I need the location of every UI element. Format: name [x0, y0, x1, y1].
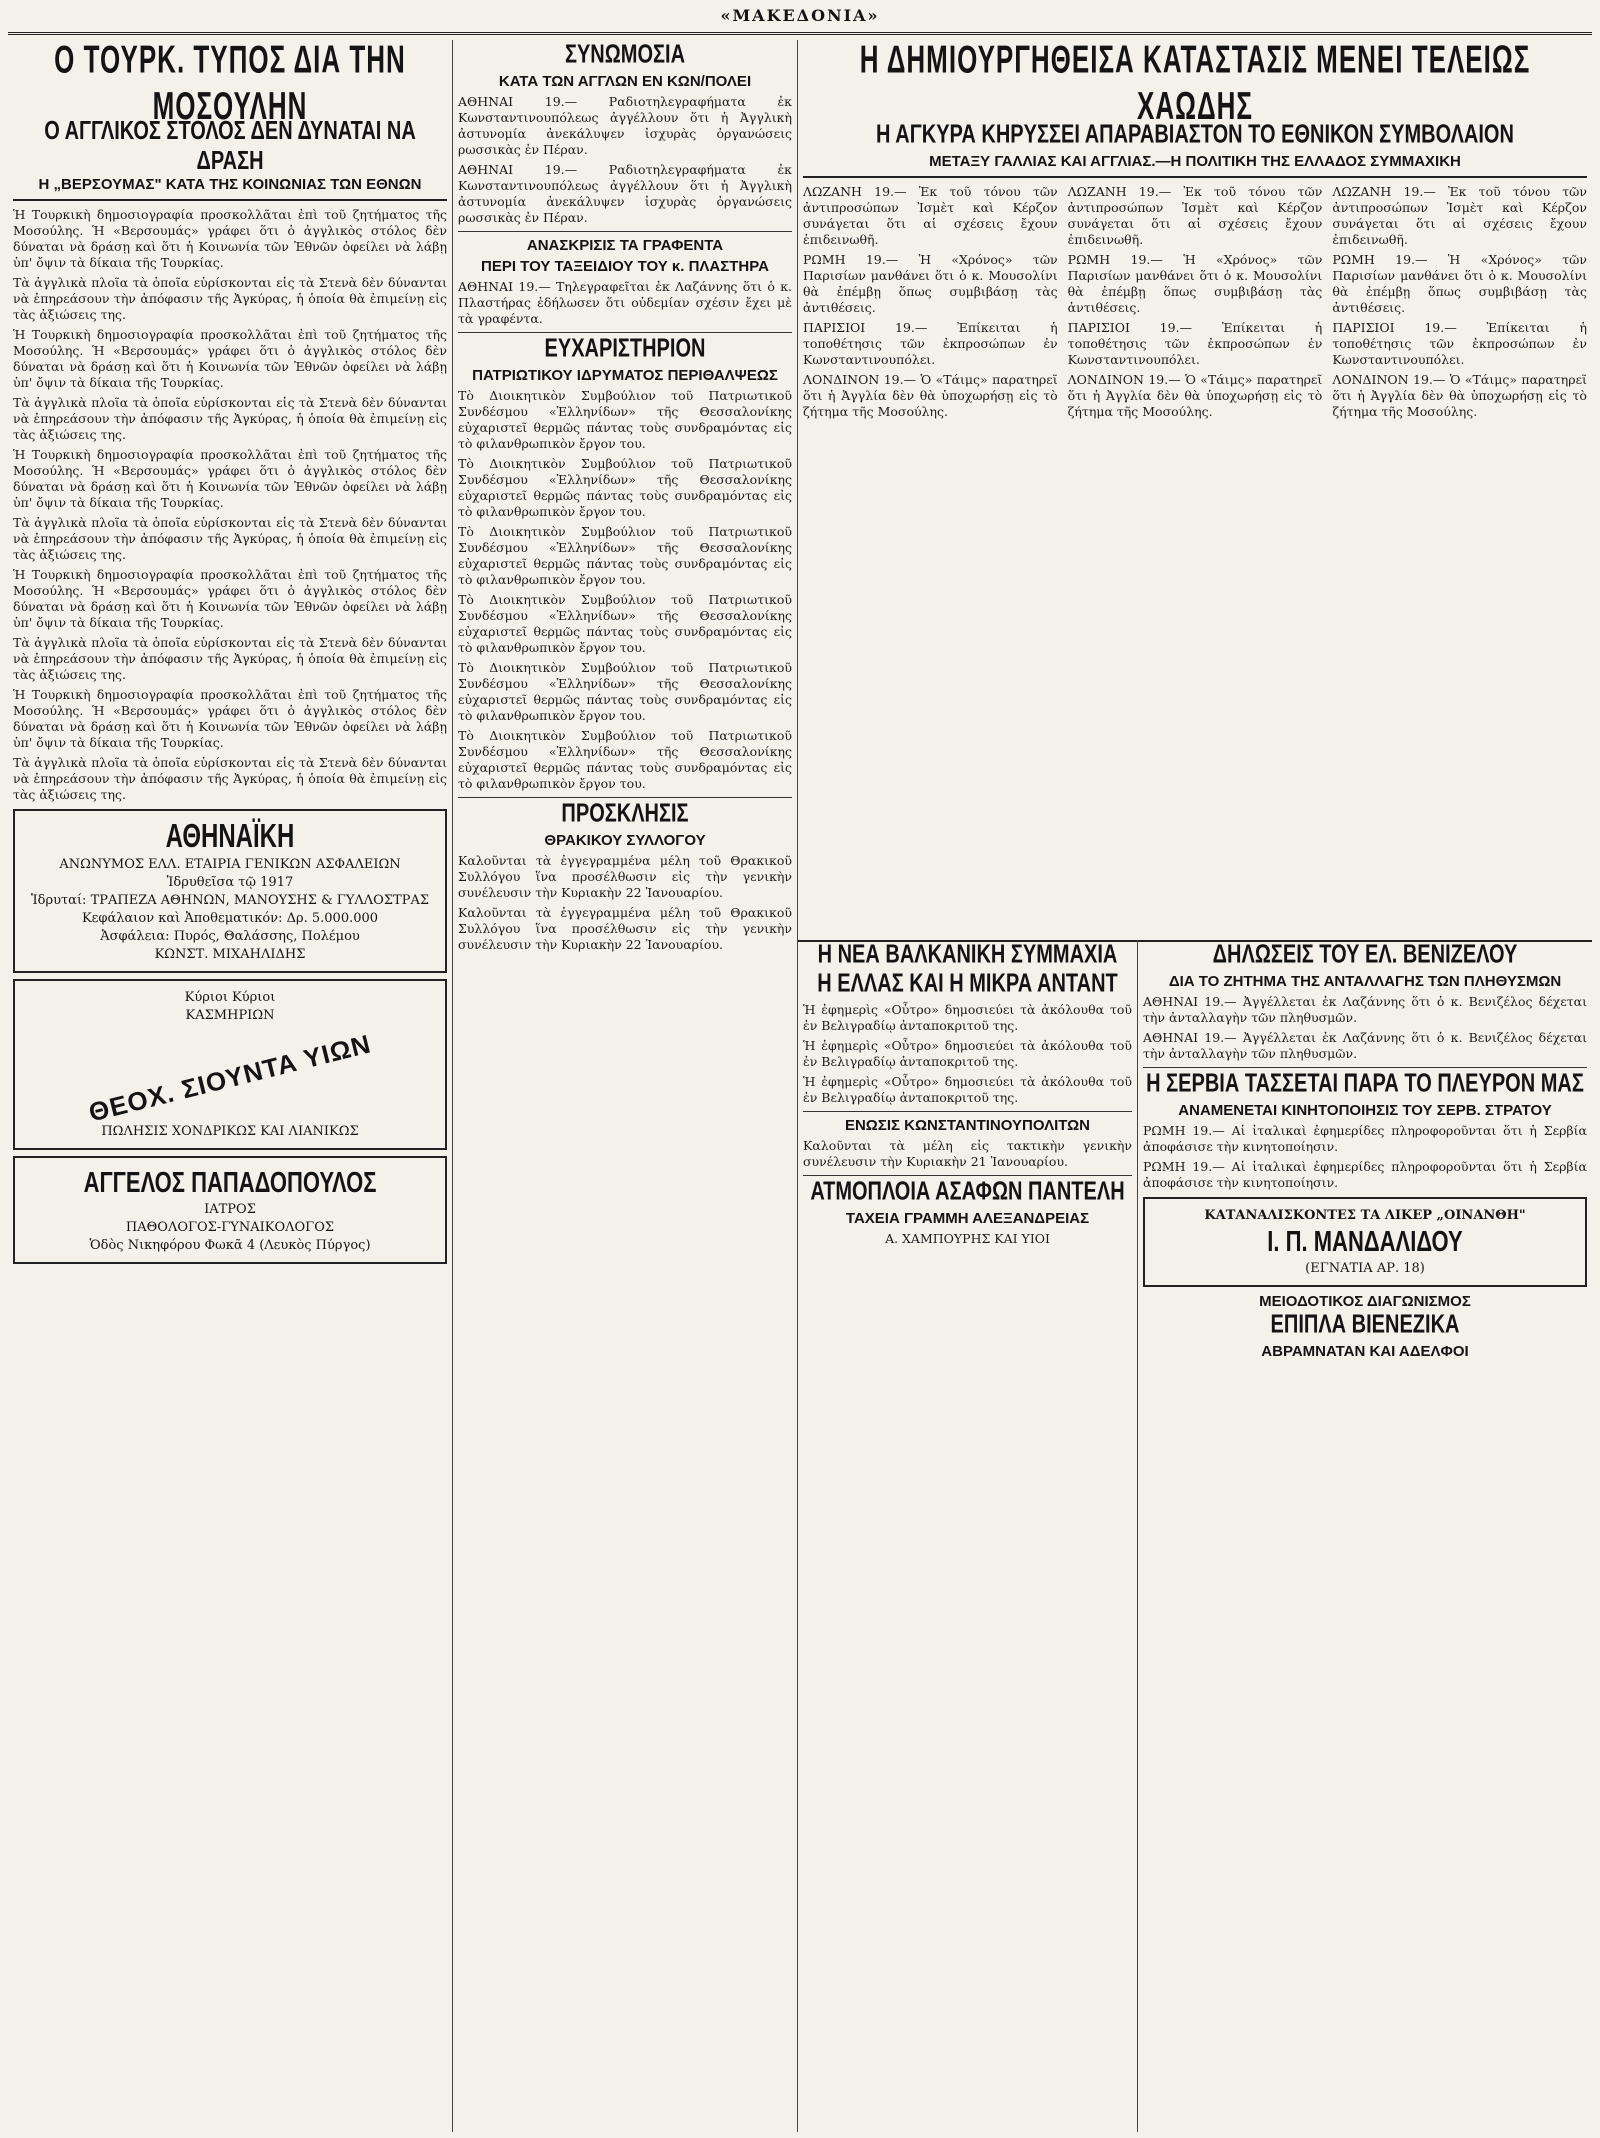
textile-ad [13, 979, 447, 1150]
masthead: «ΜΑΚΕΔΟΝΙΑ» [8, 6, 1592, 35]
subheadline-ankara: Η ΑΓΚΥΡΑ ΚΗΡΥΣΣΕΙ ΑΠΑΡΑΒΙΑΣΤΟΝ ΤΟ ΕΘΝΙΚΟΝ ΣΥΜΒΟΛΑΙΟΝ [876, 120, 1514, 150]
article-text: ΑΘΗΝΑΙ 19.— Ἀγγέλλεται ἐκ Λαζάννης ὅτι ὁ κ. Βενιζέλος δέχεται τὴν ἀνταλλαγὴν τῶν πληθυσμῶν. [1143, 994, 1587, 1025]
ad-line: ΙΑΤΡΟΣ [204, 1202, 256, 1217]
newspaper-page [8, 6, 1592, 2132]
article-text: ΛΩΖΑΝΗ 19.— Ἐκ τοῦ τόνου τῶν ἀντιπροσώπων Ἰσμὲτ καὶ Κέρζον συνάγεται ὅτι αἱ σχέσεις ἔχουν ἐπιδεινωθῆ. [803, 184, 1058, 247]
article-text: ΑΘΗΝΑΙ 19.— Ραδιοτηλεγραφήματα ἐκ Κωνσταντινουπόλεως ἀγγέλλουν ὅτι ἡ Ἀγγλικὴ ἀστυνομία ἀνεκάλυψεν ἰσχυρὰς ὀργανώσεις ρωσσικὰς ἐν Πέραν. [458, 162, 792, 225]
article-text: Τὰ ἀγγλικὰ πλοῖα τὰ ὁποῖα εὑρίσκονται εἰς τὰ Στενὰ δὲν δύνανται νὰ ἐπηρεάσουν τὴν ἀπόφασιν τῆς Ἀγκύρας, ἡ ὁποία θὰ ἐπιμείνῃ εἰς τὰς ἀξιώσεις της. [13, 515, 447, 562]
article-text: Τὰ ἀγγλικὰ πλοῖα τὰ ὁποῖα εὑρίσκονται εἰς τὰ Στενὰ δὲν δύνανται νὰ ἐπηρεάσουν τὴν ἀπόφασιν τῆς Ἀγκύρας, ἡ ὁποία θὰ ἐπιμείνῃ εἰς τὰς ἀξιώσεις της. [13, 395, 447, 442]
divider [1143, 1067, 1587, 1068]
article-text: ΡΩΜΗ 19.— Αἱ ἰταλικαὶ ἐφημερίδες πληροφοροῦνται ὅτι ἡ Σερβία ἀποφάσισε τὴν κινητοποίησιν. [1143, 1159, 1587, 1190]
headline-union: ΕΝΩΣΙΣ ΚΩΝΣΤΑΝΤΙΝΟΥΠΟΛΙΤΩΝ [844, 1117, 1091, 1134]
headline-tender: ΜΕΙΟΔΟΤΙΚΟΣ ΔΙΑΓΩΝΙΣΜΟΣ [1259, 1293, 1471, 1310]
article-text: Ἡ Τουρκικὴ δημοσιογραφία προσκολλᾶται ἐπὶ τοῦ ζητήματος τῆς Μοσούλης. Ἡ «Βερσουμάς» γράφει ὅτι ὁ ἀγγλικὸς στόλος δὲν δύναται νὰ δράσῃ καὶ ὅτι ἡ Κοινωνία τῶν Ἐθνῶν ὀφείλει νὰ λάβῃ ὑπ' ὄψιν τὰ δίκαια τῆς Τουρκίας. [13, 687, 447, 750]
subheadline-entente: Η ΕΛΛΑΣ ΚΑΙ Η ΜΙΚΡΑ ΑΝΤΑΝΤ [817, 969, 1118, 999]
column-3-lower-right [1138, 940, 1592, 2132]
ad-line: Ἱδρυταί: ΤΡΑΠΕΖΑ ΑΘΗΝΩΝ, ΜΑΝΟΥΣΗΣ & ΓΥΛΛΟΣΤΡΑΣ [30, 893, 430, 908]
article-text: Ἡ Τουρκικὴ δημοσιογραφία προσκολλᾶται ἐπὶ τοῦ ζητήματος τῆς Μοσούλης. Ἡ «Βερσουμάς» γράφει ὅτι ὁ ἀγγλικὸς στόλος δὲν δύναται νὰ δράσῃ καὶ ὅτι ἡ Κοινωνία τῶν Ἐθνῶν ὀφείλει νὰ λάβῃ ὑπ' ὄψιν τὰ δίκαια τῆς Τουρκίας. [13, 567, 447, 630]
subheadline-furniture: ΑΒΡΑΜΝΑΤΑΝ ΚΑΙ ΑΔΕΛΦΟΙ [1261, 1343, 1469, 1360]
article-text: ΡΩΜΗ 19.— Αἱ ἰταλικαὶ ἐφημερίδες πληροφοροῦνται ὅτι ἡ Σερβία ἀποφάσισε τὴν κινητοποίησιν. [1143, 1123, 1587, 1154]
article-text: ΠΑΡΙΣΙΟΙ 19.— Ἐπίκειται ἡ τοποθέτησις τῶν ἐκπροσώπων ἐν Κωνσταντινουπόλει. [1067, 320, 1323, 367]
ad-line: Κύριοι Κύριοι [184, 990, 276, 1005]
subheadline-venizelos: ΔΙΑ ΤΟ ΖΗΤΗΜΑ ΤΗΣ ΑΝΤΑΛΛΑΓΗΣ ΤΩΝ ΠΛΗΘΥΣΜΩΝ [1168, 973, 1562, 990]
liqueur-ad [1143, 1197, 1587, 1287]
divider [458, 231, 792, 232]
article-text: Τὸ Διοικητικὸν Συμβούλιον τοῦ Πατριωτικοῦ Συνδέσμου «Ἑλληνίδων» τῆς Θεσσαλονίκης εὐχαριστεῖ θερμῶς πάντας τοὺς συνδραμόντας εἰς τὸ φιλανθρωπικὸν ἔργον του. [458, 660, 792, 723]
article-text: ΠΑΡΙΣΙΟΙ 19.— Ἐπίκειται ἡ τοποθέτησις τῶν ἐκπροσώπων ἐν Κωνσταντινουπόλει. [803, 320, 1058, 367]
ad-line: ΠΑΘΟΛΟΓΟΣ-ΓΥΝΑΙΚΟΛΟΓΟΣ [125, 1220, 335, 1235]
divider [458, 797, 792, 798]
headline-venizelos: ΔΗΛΩΣΕΙΣ ΤΟΥ ΕΛ. ΒΕΝΙΖΕΛΟΥ [1212, 940, 1518, 970]
article-text: Ἡ Τουρκικὴ δημοσιογραφία προσκολλᾶται ἐπὶ τοῦ ζητήματος τῆς Μοσούλης. Ἡ «Βερσουμάς» γράφει ὅτι ὁ ἀγγλικὸς στόλος δὲν δύναται νὰ δράσῃ καὶ ὅτι ἡ Κοινωνία τῶν Ἐθνῶν ὀφείλει νὰ λάβῃ ὑπ' ὄψιν τὰ δίκαια τῆς Τουρκίας. [13, 327, 447, 390]
divider [803, 1111, 1132, 1112]
article-text: Τὸ Διοικητικὸν Συμβούλιον τοῦ Πατριωτικοῦ Συνδέσμου «Ἑλληνίδων» τῆς Θεσσαλονίκης εὐχαριστεῖ θερμῶς πάντας τοὺς συνδραμόντας εἰς τὸ φιλανθρωπικὸν ἔργον του. [458, 728, 792, 791]
headline-conspiracy: ΣΥΝΩΜΟΣΙΑ [564, 40, 686, 70]
divider [458, 332, 792, 333]
article-text: ΑΘΗΝΑΙ 19.— Ραδιοτηλεγραφήματα ἐκ Κωνσταντινουπόλεως ἀγγέλλουν ὅτι ἡ Ἀγγλικὴ ἀστυνομία ἀνεκάλυψεν ἰσχυρὰς ὀργανώσεις ρωσσικὰς ἐν Πέραν. [458, 94, 792, 157]
ad-diagonal-title: ΘΕΟΧ. ΣΙΟΥΝΤΑ ΥΙΩΝ [85, 1028, 375, 1128]
article-text: Τὰ ἀγγλικὰ πλοῖα τὰ ὁποῖα εὑρίσκονται εἰς τὰ Στενὰ δὲν δύνανται νὰ ἐπηρεάσουν τὴν ἀπόφασιν τῆς Ἀγκύρας, ἡ ὁποία θὰ ἐπιμείνῃ εἰς τὰς ἀξιώσεις της. [13, 275, 447, 322]
ad-title: ΑΘΗΝΑΪΚΗ [165, 817, 295, 856]
ad-line: Ἀσφάλεια: Πυρός, Θαλάσσης, Πολέμου [100, 929, 360, 944]
doctor-ad [13, 1156, 447, 1264]
article-text: Ἡ Τουρκικὴ δημοσιογραφία προσκολλᾶται ἐπὶ τοῦ ζητήματος τῆς Μοσούλης. Ἡ «Βερσουμάς» γράφει ὅτι ὁ ἀγγλικὸς στόλος δὲν δύναται νὰ δράσῃ καὶ ὅτι ἡ Κοινωνία τῶν Ἐθνῶν ὀφείλει νὰ λάβῃ ὑπ' ὄψιν τὰ δίκαια τῆς Τουρκίας. [13, 447, 447, 510]
subheadline-conspiracy: ΚΑΤΑ ΤΩΝ ΑΓΓΛΩΝ ΕΝ ΚΩΝ/ΠΟΛΕΙ [498, 73, 752, 90]
subheadline-greece-policy: ΜΕΤΑΞΥ ΓΑΛΛΙΑΣ ΚΑΙ ΑΓΓΛΙΑΣ.—Η ΠΟΛΙΤΙΚΗ ΤΗΣ ΕΛΛΑΔΟΣ ΣΥΜΜΑΧΙΚΗ [929, 153, 1461, 170]
divider [803, 1175, 1132, 1176]
ad-line: Ἱδρυθεῖσα τῷ 1917 [166, 875, 294, 890]
ad-line: ΑΝΩΝΥΜΟΣ ΕΛΛ. ΕΤΑΙΡΙΑ ΓΕΝΙΚΩΝ ΑΣΦΑΛΕΙΩΝ [59, 857, 401, 872]
headline-invitation: ΠΡΟΣΚΛΗΣΙΣ [561, 799, 689, 829]
article-text: Ἡ Τουρκικὴ δημοσιογραφία προσκολλᾶται ἐπὶ τοῦ ζητήματος τῆς Μοσούλης. Ἡ «Βερσουμάς» γράφει ὅτι ὁ ἀγγλικὸς στόλος δὲν δύναται νὰ δράσῃ καὶ ὅτι ἡ Κοινωνία τῶν Ἐθνῶν ὀφείλει νὰ λάβῃ ὑπ' ὄψιν τὰ δίκαια τῆς Τουρκίας. [13, 207, 447, 270]
ad-line: (ΕΓΝΑΤΙΑ ΑΡ. 18) [1305, 1261, 1425, 1276]
ad-line: Κεφάλαιον καὶ Ἀποθεματικόν: Δρ. 5.000.000 [81, 911, 379, 926]
article-text: ΠΑΡΙΣΙΟΙ 19.— Ἐπίκειται ἡ τοποθέτησις τῶν ἐκπροσώπων ἐν Κωνσταντινουπόλει. [1332, 320, 1587, 367]
column-3-lower-left [798, 940, 1138, 2132]
subheadline-invitation: ΘΡΑΚΙΚΟΥ ΣΥΛΛΟΓΟΥ [544, 832, 706, 849]
headline-chaotic-situation: Η ΔΗΜΙΟΥΡΓΗΘΕΙΣΑ ΚΑΤΑΣΤΑΣΙΣ ΜΕΝΕΙ ΤΕΛΕΙΩΣ ΧΑΩΔΗΣ [859, 40, 1531, 128]
article-text: ΡΩΜΗ 19.— Ἡ «Χρόνος» τῶν Παρισίων μανθάνει ὅτι ὁ κ. Μουσολίνι θὰ ἐπέμβῃ ὅπως συμβιβάσῃ τὰς ἀντιθέσεις. [1332, 252, 1587, 315]
ad-line: ΚΩΝΣΤ. ΜΙΧΑΗΛΙΔΗΣ [154, 947, 306, 962]
ad-line: ΠΩΛΗΣΙΣ ΧΟΝΔΡΙΚΩΣ ΚΑΙ ΛΙΑΝΙΚΩΣ [101, 1124, 359, 1139]
subheadline-serbia: ΑΝΑΜΕΝΕΤΑΙ ΚΙΝΗΤΟΠΟΙΗΣΙΣ ΤΟΥ ΣΕΡΒ. ΣΤΡΑΤΟΥ [1178, 1102, 1552, 1119]
ad-line: ΚΑΣΜΗΡΙΩΝ [185, 1008, 275, 1023]
subheadline-fleet: Ο ΑΓΓΛΙΚΟΣ ΣΤΟΛΟΣ ΔΕΝ ΔΥΝΑΤΑΙ ΝΑ ΔΡΑΣΗ [44, 117, 416, 176]
headline-turkish-press: Ο ΤΟΥΡΚ. ΤΥΠΟΣ ΔΙΑ ΤΗΝ ΜΟΣΟΥΛΗΝ [54, 40, 406, 128]
ad-line: Ὁδὸς Νικηφόρου Φωκᾶ 4 (Λευκὸς Πύργος) [89, 1238, 371, 1253]
subheadline-versoumas: Η „ΒΕΡΣΟΥΜΑΣ" ΚΑΤΑ ΤΗΣ ΚΟΙΝΩΝΙΑΣ ΤΩΝ ΕΘΝΩΝ [38, 176, 422, 193]
headline-balkan-alliance: Η ΝΕΑ ΒΑΛΚΑΝΙΚΗ ΣΥΜΜΑΧΙΑ [817, 940, 1118, 970]
headline-shipping: ΑΤΜΟΠΛΟΙΑ ΑΣΑΦΩΝ ΠΑΝΤΕΛΗ [810, 1177, 1125, 1207]
article-text: Τὸ Διοικητικὸν Συμβούλιον τοῦ Πατριωτικοῦ Συνδέσμου «Ἑλληνίδων» τῆς Θεσσαλονίκης εὐχαριστεῖ θερμῶς πάντας τοὺς συνδραμόντας εἰς τὸ φιλανθρωπικὸν ἔργον του. [458, 524, 792, 587]
article-text: Καλοῦνται τὰ ἐγγεγραμμένα μέλη τοῦ Θρακικοῦ Συλλόγου ἵνα προσέλθωσιν εἰς τὴν γενικὴν συνέλευσιν τὴν Κυριακὴν 22 Ἰανουαρίου. [458, 905, 792, 952]
divider [803, 176, 1587, 178]
headline-furniture: ΕΠΙΠΛΑ ΒΙΕΝΕΖΙΚΑ [1270, 1310, 1460, 1340]
article-text: ΑΘΗΝΑΙ 19.— Τηλεγραφεῖται ἐκ Λαζάννης ὅτι ὁ κ. Πλαστήρας ἐδήλωσεν ὅτι οὐδεμίαν σχέσιν ἔχει μὲ τὰ γραφέντα. [458, 279, 792, 326]
article-text: Τὸ Διοικητικὸν Συμβούλιον τοῦ Πατριωτικοῦ Συνδέσμου «Ἑλληνίδων» τῆς Θεσσαλονίκης εὐχαριστεῖ θερμῶς πάντας τοὺς συνδραμόντας εἰς τὸ φιλανθρωπικὸν ἔργον του. [458, 592, 792, 655]
divider [13, 199, 447, 201]
ad-signature: Α. ΧΑΜΠΟΥΡΗΣ ΚΑΙ ΥΙΟΙ [885, 1231, 1050, 1246]
column-2 [453, 40, 798, 2132]
article-text: Τὰ ἀγγλικὰ πλοῖα τὰ ὁποῖα εὑρίσκονται εἰς τὰ Στενὰ δὲν δύνανται νὰ ἐπηρεάσουν τὴν ἀπόφασιν τῆς Ἀγκύρας, ἡ ὁποία θὰ ἐπιμείνῃ εἰς τὰς ἀξιώσεις της. [13, 755, 447, 802]
ad-line: ΚΑΤΑΝΑΛΙΣΚΟΝΤΕΣ ΤΑ ΛΙΚΕΡ „ΟΙΝΑΝΘΗ" [1204, 1208, 1526, 1223]
article-text: Τὸ Διοικητικὸν Συμβούλιον τοῦ Πατριωτικοῦ Συνδέσμου «Ἑλληνίδων» τῆς Θεσσαλονίκης εὐχαριστεῖ θερμῶς πάντας τοὺς συνδραμόντας εἰς τὸ φιλανθρωπικὸν ἔργον του. [458, 456, 792, 519]
article-text: ΛΩΖΑΝΗ 19.— Ἐκ τοῦ τόνου τῶν ἀντιπροσώπων Ἰσμὲτ καὶ Κέρζον συνάγεται ὅτι αἱ σχέσεις ἔχουν ἐπιδεινωθῆ. [1067, 184, 1323, 247]
headline-thanks: ΕΥΧΑΡΙΣΤΗΡΙΟΝ [544, 334, 706, 364]
subheadline-shipping: ΤΑΧΕΙΑ ΓΡΑΜΜΗ ΑΛΕΞΑΝΔΡΕΙΑΣ [845, 1210, 1090, 1227]
article-text: ΛΟΝΔΙΝΟΝ 19.— Ὁ «Τάιμς» παρατηρεῖ ὅτι ἡ Ἀγγλία δὲν θὰ ὑποχωρήσῃ εἰς τὸ ζήτημα τῆς Μοσούλης. [1332, 372, 1587, 419]
column-1 [8, 40, 453, 2132]
insurance-ad [13, 809, 447, 973]
article-text: ΛΟΝΔΙΝΟΝ 19.— Ὁ «Τάιμς» παρατηρεῖ ὅτι ἡ Ἀγγλία δὲν θὰ ὑποχωρήσῃ εἰς τὸ ζήτημα τῆς Μοσούλης. [803, 372, 1058, 419]
headline-inquiry: ΑΝΑΣΚΡΙΣΙΣ ΤΑ ΓΡΑΦΕΝΤΑ [526, 237, 724, 254]
article-columns [803, 184, 1587, 424]
article-text: Καλοῦνται τὰ ἐγγεγραμμένα μέλη τοῦ Θρακικοῦ Συλλόγου ἵνα προσέλθωσιν εἰς τὴν γενικὴν συνέλευσιν τὴν Κυριακὴν 22 Ἰανουαρίου. [458, 853, 792, 900]
article-text: Ἡ ἐφημερὶς «Οὖτρο» δημοσιεύει τὰ ἀκόλουθα τοῦ ἐν Βελιγραδίῳ ἀνταποκριτοῦ της. [803, 1074, 1132, 1105]
article-text: Ἡ ἐφημερὶς «Οὖτρο» δημοσιεύει τὰ ἀκόλουθα τοῦ ἐν Βελιγραδίῳ ἀνταποκριτοῦ της. [803, 1038, 1132, 1069]
article-text: ΛΟΝΔΙΝΟΝ 19.— Ὁ «Τάιμς» παρατηρεῖ ὅτι ἡ Ἀγγλία δὲν θὰ ὑποχωρήσῃ εἰς τὸ ζήτημα τῆς Μοσούλης. [1067, 372, 1323, 419]
article-text: ΡΩΜΗ 19.— Ἡ «Χρόνος» τῶν Παρισίων μανθάνει ὅτι ὁ κ. Μουσολίνι θὰ ἐπέμβῃ ὅπως συμβιβάσῃ τὰς ἀντιθέσεις. [1067, 252, 1323, 315]
article-text: Ἡ ἐφημερὶς «Οὖτρο» δημοσιεύει τὰ ἀκόλουθα τοῦ ἐν Βελιγραδίῳ ἀνταποκριτοῦ της. [803, 1002, 1132, 1033]
ad-merchant-name: Ι. Π. ΜΑΝΔΑΛΙΔΟΥ [1267, 1225, 1463, 1258]
article-text: Τὰ ἀγγλικὰ πλοῖα τὰ ὁποῖα εὑρίσκονται εἰς τὰ Στενὰ δὲν δύνανται νὰ ἐπηρεάσουν τὴν ἀπόφασιν τῆς Ἀγκύρας, ἡ ὁποία θὰ ἐπιμείνῃ εἰς τὰς ἀξιώσεις της. [13, 635, 447, 682]
subheadline-thanks: ΠΑΤΡΙΩΤΙΚΟΥ ΙΔΡΥΜΑΤΟΣ ΠΕΡΙΘΑΛΨΕΩΣ [472, 367, 778, 384]
headline-serbia: Η ΣΕΡΒΙΑ ΤΑΣΣΕΤΑΙ ΠΑΡΑ ΤΟ ΠΛΕΥΡΟΝ ΜΑΣ [1146, 1069, 1584, 1099]
article-text: ΛΩΖΑΝΗ 19.— Ἐκ τοῦ τόνου τῶν ἀντιπροσώπων Ἰσμὲτ καὶ Κέρζον συνάγεται ὅτι αἱ σχέσεις ἔχουν ἐπιδεινωθῆ. [1332, 184, 1587, 247]
article-text: Καλοῦνται τὰ μέλη εἰς τακτικὴν γενικὴν συνέλευσιν τὴν Κυριακὴν 21 Ἰανουαρίου. [803, 1138, 1132, 1169]
article-text: Τὸ Διοικητικὸν Συμβούλιον τοῦ Πατριωτικοῦ Συνδέσμου «Ἑλληνίδων» τῆς Θεσσαλονίκης εὐχαριστεῖ θερμῶς πάντας τοὺς συνδραμόντας εἰς τὸ φιλανθρωπικὸν ἔργον του. [458, 388, 792, 451]
article-text: ΑΘΗΝΑΙ 19.— Ἀγγέλλεται ἐκ Λαζάννης ὅτι ὁ κ. Βενιζέλος δέχεται τὴν ἀνταλλαγὴν τῶν πληθυσμῶν. [1143, 1030, 1587, 1061]
article-text: ΡΩΜΗ 19.— Ἡ «Χρόνος» τῶν Παρισίων μανθάνει ὅτι ὁ κ. Μουσολίνι θὰ ἐπέμβῃ ὅπως συμβιβάσῃ τὰς ἀντιθέσεις. [803, 252, 1058, 315]
column-3-top [798, 40, 1592, 940]
ad-doctor-name: ΑΓΓΕΛΟΣ ΠΑΠΑΔΟΠΟΥΛΟΣ [83, 1166, 377, 1199]
subheadline-inquiry: ΠΕΡΙ ΤΟΥ ΤΑΞΕΙΔΙΟΥ ΤΟΥ κ. ΠΛΑΣΤΗΡΑ [481, 258, 769, 275]
